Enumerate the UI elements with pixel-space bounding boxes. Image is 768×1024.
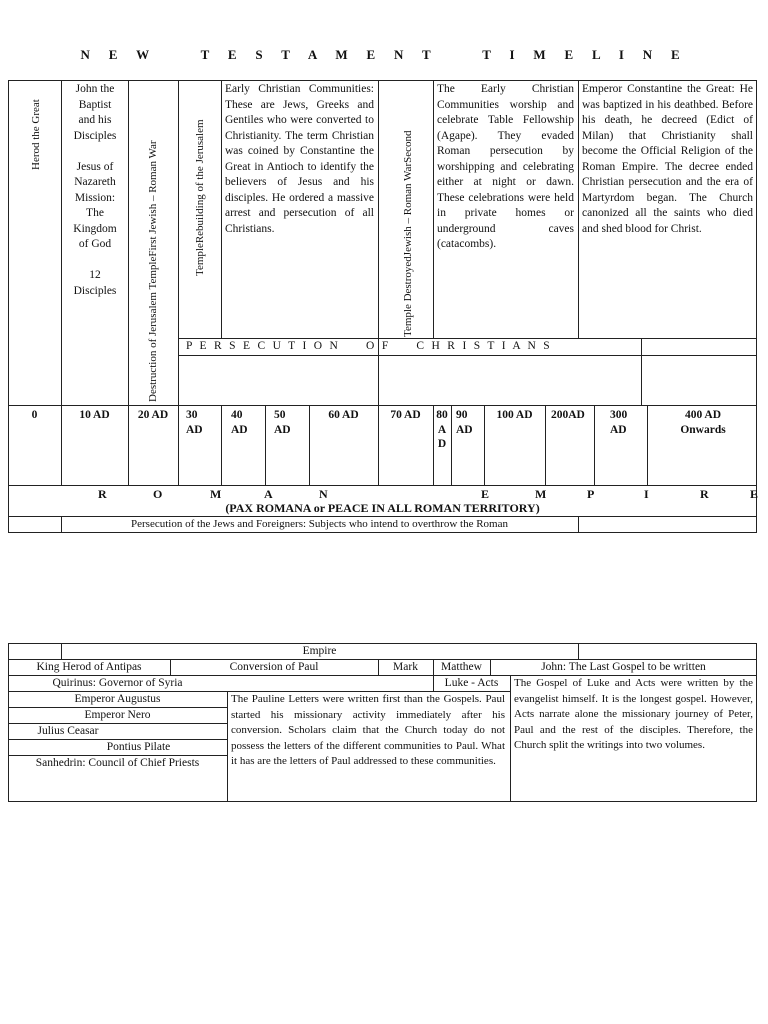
matthew-gospel: Matthew — [441, 661, 482, 673]
john-line: Mission: — [74, 191, 116, 204]
john-line: and his — [78, 114, 112, 126]
first-war-label: Destruction of Jerusalem TempleFirst Jewish – Roman War — [147, 140, 159, 402]
john-line: of God — [78, 238, 112, 250]
persecution-banner: P E R S E C U T I O N O F C H R I S T I A N S — [186, 340, 553, 352]
john-line: 12 — [89, 269, 101, 281]
pontius-pilate: Pontius Pilate — [106, 741, 171, 753]
year-cell: 20 AD — [137, 409, 169, 421]
empire-letter: M — [535, 487, 547, 501]
empire-letter: O — [153, 487, 163, 501]
mark-gospel: Mark — [393, 661, 418, 673]
empire-letter: I — [644, 487, 649, 501]
year-cell: 90 AD — [456, 409, 473, 436]
year-cell: 0 — [31, 409, 38, 421]
gospel-luke-text: The Gospel of Luke and Acts were written by the evangelist himself. It is the longest gospel. However, Acts narrate alone the missionary journey of Peter, Paul and the rest of the disciples. Therefore, the Church split the writings into two volumes. — [514, 677, 753, 751]
constantine-text: Emperor Constantine the Great: He was baptized in his deathbed. Before his death, he decreed (Edict of Milan) that Christianity shall become the Official Religion of the Roman Empire. The decree ended Christian persecution and the era of Martyrdom began. The Church canonized all the saints who died and shed blood for Christ. — [582, 83, 753, 235]
john-line — [62, 253, 128, 269]
empire-letter: R — [700, 487, 709, 501]
julius-caesar: Julius Ceasar — [37, 725, 99, 737]
luke-acts: Luke - Acts — [444, 677, 499, 689]
john-line: Nazareth — [74, 176, 116, 188]
pauline-letters-text: The Pauline Letters were written first than the Gospels. Paul started his missionary activity immediately after his conversion. Scholars claim that the Church today do not possess the letters of the different communities to Paul. What it has are the letters of Paul addressed to these communities. — [231, 693, 505, 767]
sanhedrin: Sanhedrin: Council of Chief Priests — [35, 757, 200, 769]
year-cell: 200AD — [551, 409, 585, 421]
empire-letter: E — [750, 487, 759, 501]
early-communities-text: Early Christian Communities: These are Jews, Greeks and Gentiles who were converted to Christianity. The term Christian was coined by Constantine the Great in Antioch to identify the believers of Jesus and his disciples. He ordered a massive arrest and persecution of all Christians. — [225, 83, 374, 235]
year-cell: 100 AD — [496, 409, 533, 421]
year-cell: 80 AD — [436, 409, 448, 450]
pax-romana: (PAX ROMANA or PEACE IN ALL ROMAN TERRITORY) — [225, 501, 540, 515]
quirinus: Quirinus: Governor of Syria — [52, 677, 183, 689]
john-line: John the — [75, 83, 115, 95]
year-cell: 400 AD Onwards — [680, 409, 726, 436]
year-cell: 70 AD — [390, 409, 421, 421]
year-cell: 60 AD — [328, 409, 359, 421]
conversion-of-paul: Conversion of Paul — [229, 661, 319, 673]
john-last-gospel: John: The Last Gospel to be written — [541, 661, 706, 673]
year-cell: 30 AD — [186, 409, 203, 436]
year-cell: 10 AD — [79, 409, 110, 421]
empire-letter: N — [319, 487, 328, 501]
john-baptist-cell — [62, 82, 128, 299]
john-line: Jesus of — [76, 160, 114, 173]
empire-letter: R — [98, 487, 107, 501]
emperor-nero: Emperor Nero — [84, 709, 151, 721]
empire-letter: E — [481, 487, 490, 501]
empire-letter: P — [587, 487, 595, 501]
second-war-label: Temple DestroyedJewish – Roman WarSecond — [402, 130, 414, 337]
rebuilding-label: TempleRebuilding of the Jerusalem — [194, 119, 206, 276]
herod-antipas: King Herod of Antipas — [36, 661, 142, 673]
john-line: Baptist — [78, 98, 112, 111]
john-line: Disciples — [73, 284, 117, 297]
year-cell: 50 AD — [274, 409, 291, 436]
john-line — [62, 144, 128, 160]
persecution-jews: Persecution of the Jews and Foreigners: Subjects who intend to overthrow the Roman — [131, 518, 508, 530]
year-cell: 300 AD — [610, 409, 628, 436]
herod-label: Herod the Great — [30, 99, 42, 170]
worship-text: The Early Christian Communities worship and celebrate Table Fellowship (Agape). They evaded Roman persecution by worshipping and celebrating either at night or dawn. These celebrations were held in private homes or underground caves (catacombs). — [437, 83, 574, 250]
john-line: The — [86, 207, 104, 219]
john-line: Disciples — [73, 129, 117, 142]
empire-letter: M — [210, 487, 222, 501]
empire-letter: A — [264, 487, 273, 501]
page-title: N E W T E S T A M E N T T I M E L I N E — [80, 47, 688, 62]
emperor-augustus: Emperor Augustus — [74, 693, 161, 705]
empire-label: Empire — [302, 645, 337, 657]
john-line: Kingdom — [73, 222, 117, 235]
year-cell: 40 AD — [231, 409, 248, 436]
